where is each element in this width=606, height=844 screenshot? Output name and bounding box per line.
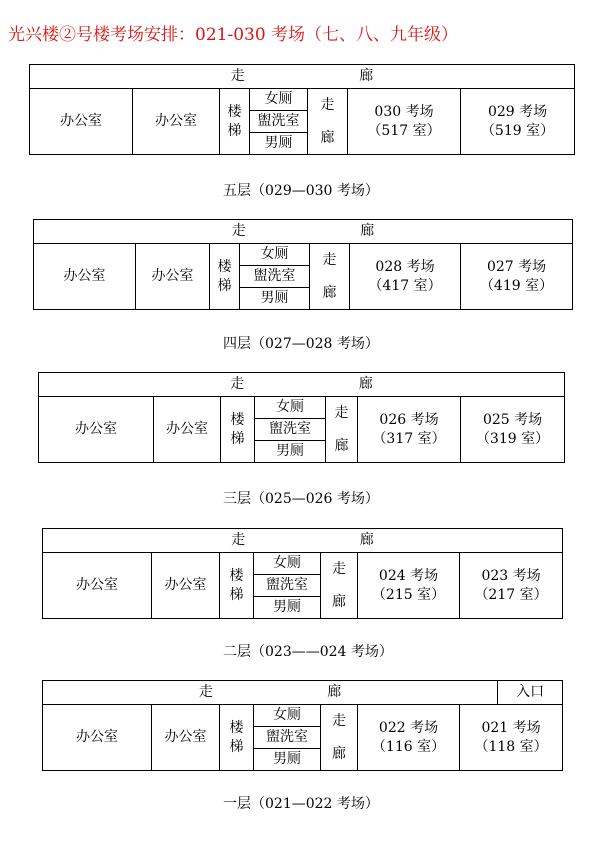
floor-caption: 四层（027—028 考场） <box>223 336 379 352</box>
office-room: 办公室 <box>152 705 220 771</box>
exam-room: 026 考场 （317 室） <box>358 397 461 463</box>
exam-room: 028 考场 （417 室） <box>350 244 461 310</box>
womens-restroom: 女厕 <box>250 89 308 111</box>
side-corridor: 走 廊 <box>308 89 348 155</box>
office-room: 办公室 <box>154 397 221 463</box>
office-room: 办公室 <box>39 397 154 463</box>
corridor-label-left: 走 <box>231 223 246 240</box>
floor-plan-3 <box>38 372 564 463</box>
exam-room: 023 考场 （217 室） <box>460 553 563 619</box>
mens-restroom: 男厕 <box>255 441 326 463</box>
corridor-label-left: 走 <box>231 532 246 549</box>
floor-plan-2 <box>42 528 562 619</box>
mens-restroom: 男厕 <box>250 133 308 155</box>
floor-plan-5 <box>29 64 574 155</box>
staircase: 楼 梯 <box>220 89 250 155</box>
side-corridor: 走 廊 <box>326 397 358 463</box>
corridor-label-right: 廊 <box>359 532 374 549</box>
exam-room: 024 考场 （215 室） <box>358 553 460 619</box>
office-room: 办公室 <box>152 553 220 619</box>
floor-caption: 一层（021—022 考场） <box>223 796 379 812</box>
washroom: 盥洗室 <box>254 727 321 749</box>
exam-room: 025 考场 （319 室） <box>461 397 565 463</box>
womens-restroom: 女厕 <box>254 553 321 575</box>
office-room: 办公室 <box>43 553 152 619</box>
office-room: 办公室 <box>43 705 152 771</box>
side-corridor: 走 廊 <box>321 553 358 619</box>
exam-room: 027 考场 （419 室） <box>461 244 573 310</box>
staircase: 楼 梯 <box>220 705 254 771</box>
office-room: 办公室 <box>136 244 210 310</box>
corridor-label-right: 廊 <box>359 68 374 85</box>
entrance-label: 入口 <box>498 681 563 705</box>
mens-restroom: 男厕 <box>240 288 310 310</box>
office-room: 办公室 <box>34 244 136 310</box>
side-corridor: 走 廊 <box>321 705 358 771</box>
washroom: 盥洗室 <box>255 419 326 441</box>
corridor-label-right: 廊 <box>327 684 342 701</box>
mens-restroom: 男厕 <box>254 749 321 771</box>
staircase: 楼 梯 <box>220 553 254 619</box>
page-title: 光兴楼②号楼考场安排：021-030 考场（七、八、九年级） <box>8 25 459 45</box>
womens-restroom: 女厕 <box>254 705 321 727</box>
side-corridor: 走 廊 <box>310 244 350 310</box>
corridor-label-right: 廊 <box>360 223 375 240</box>
womens-restroom: 女厕 <box>240 244 310 266</box>
floor-caption: 二层（023——024 考场） <box>223 644 393 660</box>
corridor-label-left: 走 <box>230 376 245 393</box>
floor-plan-4 <box>33 219 572 310</box>
womens-restroom: 女厕 <box>255 397 326 419</box>
office-room: 办公室 <box>133 89 220 155</box>
office-room: 办公室 <box>30 89 133 155</box>
corridor-row <box>30 65 575 89</box>
exam-room: 022 考场 （116 室） <box>358 705 460 771</box>
washroom: 盥洗室 <box>250 111 308 133</box>
exam-room: 021 考场 （118 室） <box>460 705 563 771</box>
exam-room: 029 考场 （519 室） <box>461 89 575 155</box>
floor-plan-1 <box>42 680 562 771</box>
washroom: 盥洗室 <box>240 266 310 288</box>
floor-caption: 五层（029—030 考场） <box>223 183 379 199</box>
corridor-label-left: 走 <box>198 684 213 701</box>
floor-caption: 三层（025—026 考场） <box>223 491 379 507</box>
washroom: 盥洗室 <box>254 575 321 597</box>
corridor-label-left: 走 <box>230 68 245 85</box>
corridor-label-right: 廊 <box>358 376 373 393</box>
mens-restroom: 男厕 <box>254 597 321 619</box>
staircase: 楼 梯 <box>221 397 255 463</box>
staircase: 楼 梯 <box>210 244 240 310</box>
exam-room: 030 考场 （517 室） <box>348 89 461 155</box>
